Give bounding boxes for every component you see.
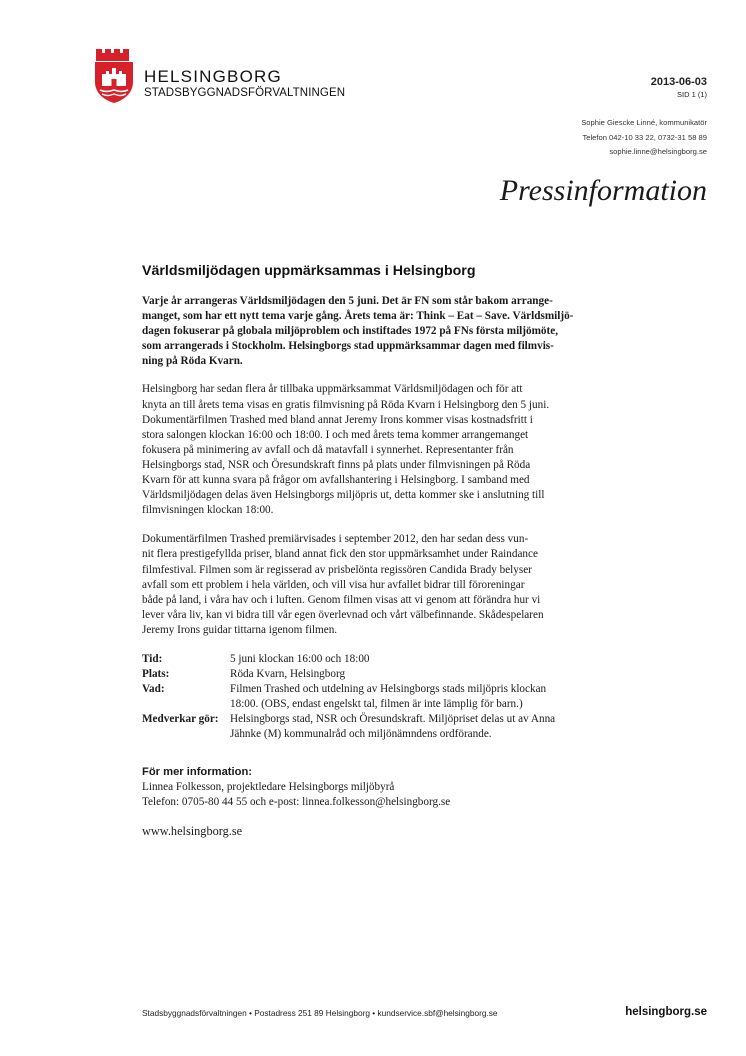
detail-line: Röda Kvarn, Helsingborg: [230, 668, 346, 681]
article: [142, 263, 612, 839]
document-meta: [651, 76, 707, 100]
detail-value: [230, 682, 612, 712]
paragraph-line: Dokumentärfilmen Trashed med bland annat Jeremy Irons kommer visas kostnadsfritt i: [142, 413, 533, 426]
article-title: Världsmiljödagen uppmärksammas i Helsingborg: [142, 263, 476, 279]
paragraph-line: Världsmiljödagen delas även Helsingborgs miljöpris ut, detta kommer ske i anslutning till: [142, 489, 545, 502]
detail-line: 5 juni klockan 16:00 och 18:00: [230, 652, 370, 665]
document-type: Pressinformation: [499, 174, 707, 207]
paragraph-line: lever våra liv, kan vi bidra till vår egen överlevnad och vårt välbefinnande. Skådespelaren: [142, 608, 544, 621]
paragraph-line: Dokumentärfilmen Trashed premiärvisades i september 2012, den har sedan dess vun-: [142, 533, 529, 546]
lead-line: som arrangerads i Stockholm. Helsingborgs stad uppmärksammar dagen med filmvis-: [142, 340, 554, 353]
detail-value: [230, 712, 612, 742]
detail-line: Filmen Trashed och utdelning av Helsingborgs stads miljöpris klockan: [230, 683, 547, 696]
detail-row-time: [142, 652, 612, 667]
detail-row-what: [142, 682, 612, 712]
paragraph-line: Helsingborg har sedan flera år tillbaka uppmärksammat Världsmiljödagen och för att: [142, 383, 523, 396]
detail-line: Helsingborgs stad, NSR och Öresundskraft. Miljöpriset delas ut av Anna: [230, 713, 556, 726]
detail-line: Jähnke (M) kommunalråd och miljönämndens ordförande.: [230, 728, 492, 741]
lead-line: manget, som har ett nytt tema varje gång. Årets tema är: Think – Eat – Save. Världsmiljö-: [142, 310, 574, 323]
helsingborg-crest-icon: [93, 46, 135, 104]
paragraph-line: stora salongen klockan 16:00 och 18:00. I och med årets tema kommer arrangemanget: [142, 428, 529, 441]
paragraph-line: avfall som ett problem i hela världen, och vill visa hur avfallet bidrar till föroreningar: [142, 578, 525, 591]
detail-value: [230, 652, 612, 667]
detail-label: Medverkar gör:: [142, 713, 219, 726]
contact-email: sophie.linne@helsingborg.se: [609, 147, 707, 156]
organization-brand: [144, 67, 345, 100]
article-lead: [142, 294, 612, 369]
paragraph-line: filmfestival. Filmen som är regisserad av prisbelönta regissören Candida Brady belyser: [142, 563, 532, 576]
detail-label: Plats:: [142, 668, 170, 681]
detail-line: 18:00. (OBS, endast engelskt tal, filmen är inte lämplig för barn.): [230, 698, 523, 711]
body-paragraph-1: [142, 382, 612, 518]
contact-name: Sophie Giescke Linné, kommunikatör: [581, 118, 707, 127]
more-info-heading: För mer information:: [142, 765, 253, 778]
detail-row-participants: [142, 712, 612, 742]
more-information: [142, 765, 612, 810]
detail-row-place: [142, 667, 612, 682]
paragraph-line: knyta an till årets tema visas en gratis filmvisning på Röda Kvarn i Helsingborg den 5 juni.: [142, 398, 550, 411]
detail-label: Vad:: [142, 683, 165, 696]
paragraph-line: Helsingborgs stad, NSR och Öresundskraft finns på plats under filmvisningen på Röda: [142, 458, 531, 471]
org-subtitle: STADSBYGGNADSFÖRVALTNINGEN: [144, 87, 346, 99]
paragraph-line: fokusera på minimering av avfall och då matavfall i synnerhet. Representanter från: [142, 443, 514, 456]
detail-label: Tid:: [142, 652, 163, 665]
body-paragraph-2: [142, 532, 612, 638]
paragraph-line: Kvarn för att kunna svara på frågor om avfallshantering i Helsingborg. I samband med: [142, 474, 530, 487]
more-info-phone-email[interactable]: Telefon: 0705-80 44 55 och e-post: linnea.folkesson@helsingborg.se: [142, 795, 451, 808]
paragraph-line: både på land, i våra hav och i luften. Genom filmen visas att vi genom att förändra hur vi: [142, 593, 541, 606]
more-info-person: Linnea Folkesson, projektledare Helsingborgs miljöbyrå: [142, 780, 395, 793]
footer-brand[interactable]: helsingborg.se: [625, 1006, 707, 1018]
lead-line: Varje år arrangeras Världsmiljödagen den 5 juni. Det är FN som står bakom arrange-: [142, 295, 553, 307]
document-date: 2013-06-03: [650, 76, 707, 88]
footer-address: Stadsbyggnadsförvaltningen • Postadress 251 89 Helsingborg • kundservice.sbf@helsingborg.se: [142, 1008, 498, 1018]
detail-value: [230, 667, 612, 682]
event-details: [142, 652, 612, 743]
lead-line: ning på Röda Kvarn.: [142, 355, 243, 368]
org-name: HELSINGBORG: [144, 67, 282, 86]
contact-block: [581, 116, 707, 160]
website-link[interactable]: www.helsingborg.se: [142, 823, 243, 838]
contact-phone: Telefon 042-10 33 22, 0732-31 58 89: [582, 132, 707, 142]
page-number: SID 1 (1): [676, 90, 707, 99]
paragraph-line: filmvisningen klockan 18:00.: [142, 504, 274, 517]
paragraph-line: Jeremy Irons guidar tittarna igenom filmen.: [142, 623, 338, 636]
lead-line: dagen fokuserar på globala miljöproblem och instiftades 1972 på FNs första miljömöte,: [142, 325, 559, 338]
paragraph-line: nit flera prestigefyllda priser, bland annat fick den stor uppmärksamhet under Raindance: [142, 548, 538, 561]
